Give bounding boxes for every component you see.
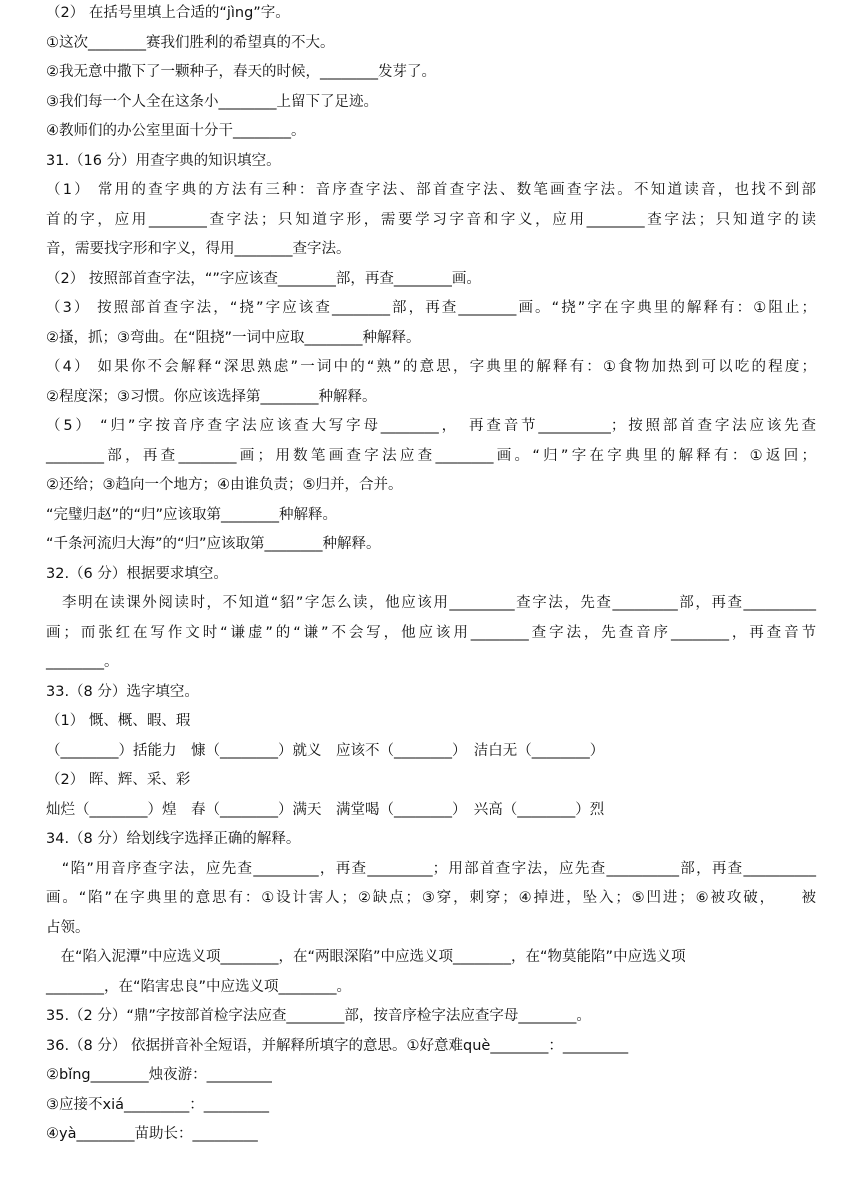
text-line-3: ②我无意中撒下了一颗种子，春天的时候，________发芽了。 [46,64,436,80]
text-line-13: （4） 如果你不会解释“深思熟虑”一词中的“熟”的意思，字典里的解释有：①食物加热到可以吃的程度； [46,359,816,375]
text-line-21: 李明在读课外阅读时，不知道“貂”字怎么读，他应该用_________查字法，先查_________部，再查__________ [46,595,816,611]
text-line-4: ③我们每一个人全在这条小________上留下了足迹。 [46,94,378,110]
question-36-heading: 36.（8 分） 依据拼音补全短语，并解释所填字的意思。①好意难què________：_________ [46,1038,629,1054]
text-line-38: ③应接不xiá_________：_________ [46,1097,269,1113]
text-line-15: （5） “归”字按音序查字法应该查大写字母________， 再查音节__________；按照部首查字法应该先查 [46,418,816,434]
text-line-14: ②程度深；③习惯。你应该选择第________种解释。 [46,389,377,405]
text-line-27: （2） 晖、辉、采、彩 [46,772,191,788]
text-line-5: ④教师们的办公室里面十分干________。 [46,123,306,139]
text-line-32: 占领。 [46,920,90,936]
text-line-39: ④yà________苗助长：_________ [46,1126,258,1142]
text-line-18: “完璧归赵”的“归”应该取第________种解释。 [46,507,338,523]
text-line-8: 首的字，应用________查字法；只知道字形，需要学习字音和字义，应用________查字法；只知道字的读 [46,212,816,228]
text-line-19: “千条河流归大海”的“归”应该取第________种解释。 [46,536,381,552]
text-line-12: ②搔，抓；③弯曲。在“阻挠”一词中应取________种解释。 [46,330,421,346]
text-line-16: ________部，再查________画；用数笔画查字法应查________画。“归”字在字典里的解释有：①返回； [46,448,816,464]
question-32-heading: 32.（6 分）根据要求填空。 [46,566,228,582]
text-line-26: （________）括能力 慷（________）就义 应该不（________） 洁白无（________） [46,743,605,759]
text-line-37: ②bǐng________烛夜游：_________ [46,1067,272,1083]
text-line-11: （3） 按照部首查字法，“挠”字应该查________部，再查________画。“挠”字在字典里的解释有：①阻止； [46,300,816,316]
text-line-25: （1） 慨、概、暇、瑕 [46,713,191,729]
text-line-17: ②还给；③趋向一个地方；④由谁负责；⑤归并，合并。 [46,477,403,493]
text-line-10: （2） 按照部首查字法，“”字应该查________部，再查________画。 [46,271,481,287]
question-31-heading: 31.（16 分）用查字典的知识填空。 [46,153,281,169]
text-line-28: 灿烂（________）煌 春（________）满天 满堂喝（________） 兴高（________）烈 [46,802,605,818]
question-35-heading: 35.（2 分）“鼎”字按部首检字法应查________部，按音序检字法应查字母________。 [46,1008,591,1024]
text-line-31: 画。“陷”在字典里的意思有：①设计害人；②缺点；③穿，刺穿；④掉进，坠入；⑤凹进；⑥被攻破， 被 [46,890,816,906]
text-line-2: ①这次________赛我们胜利的希望真的不大。 [46,35,335,51]
question-34-heading: 34.（8 分）给划线字选择正确的解释。 [46,831,301,847]
question-33-heading: 33.（8 分）选字填空。 [46,684,199,700]
text-line-34: ________，在“陷害忠良”中应选义项________。 [46,979,352,995]
text-line-22: 画；而张红在写作文时“谦虚”的“谦”不会写，他应该用________查字法，先查音序________，再查音节 [46,625,816,641]
text-line-30: “陷”用音序查字法，应先查_________，再查_________；用部首查字法，应先查__________部，再查__________ [46,861,816,877]
text-line-9: 音，需要找字形和字义，得用________查字法。 [46,241,351,257]
text-line-23: ________。 [46,654,119,670]
text-line-7: （1） 常用的查字典的方法有三种：音序查字法、部首查字法、数笔画查字法。不知道读音，也找不到部 [46,182,816,198]
text-line-33: 在“陷入泥潭”中应选义项________，在“两眼深陷”中应选义项________，在“物莫能陷”中应选义项 [46,949,686,965]
text-line-1: （2） 在括号里填上合适的“jìng”字。 [46,5,290,21]
